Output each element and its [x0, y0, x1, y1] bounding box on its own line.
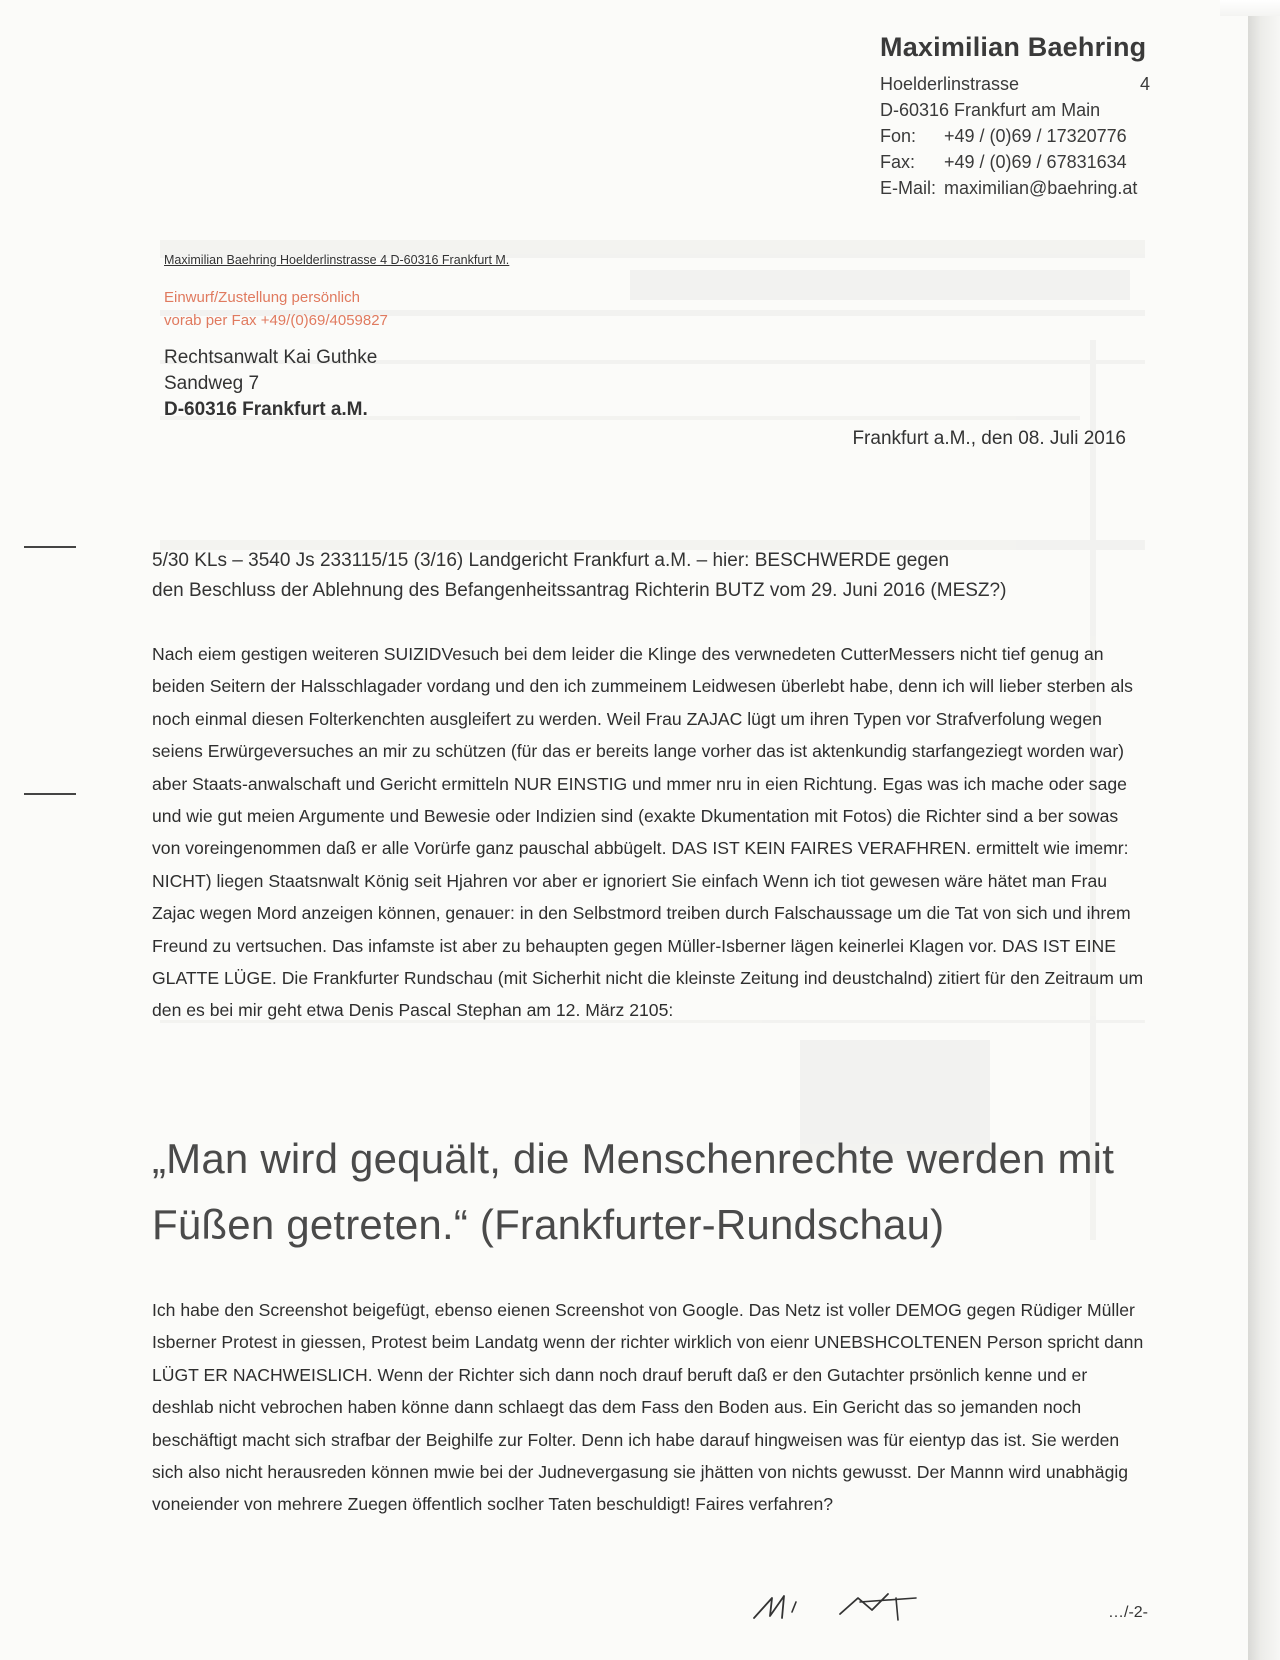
fax-label: Fax:	[880, 152, 916, 172]
sender-city: D-60316 Frankfurt am Main	[880, 100, 1101, 120]
fold-mark-middle	[24, 793, 76, 795]
sender-email-row	[880, 175, 1150, 201]
block-quote: „Man wird gequält, die Menschenrechte werden mit Füßen getreten.“ (Frankfurter-Rundschau)	[152, 1135, 1115, 1248]
body-paragraph-2-text: Ich habe den Screenshot beigefügt, ebenso eienen Screenshot von Google. Das Netz ist voller DEMOG gegen Rüdiger Müller Isberner Protest in giessen, Protest beim Landatg wenn der richter wirklich von eienr UNEBSHCOLTENEN Person spricht dann LÜGT ER NACHWEISLICH. Wenn der Richter sich dann noch drauf beruft daß er den Gutachter prsönlich kenne und er deshlab nicht vebrochen haben könne dann schlaegt das dem Fass den Boden aus. Ein Gericht das so jemanden noch beschäftigt macht sich strafbar der Beighilfe zur Folter. Denn ich habe darauf hingweisen was für eientyp das ist. Sie werden sich also nicht herausreden können mwie bei der Judnevergasung sie jhätten von nichts gewusst. Der Mannn wird unabhägig voneiender von mehrere Zuegen öffentlich soclher Taten beschuldigt! Faires verfahren?	[152, 1300, 1144, 1515]
fold-mark-top	[24, 546, 76, 548]
page-continuation-marker: …/-2-	[1108, 1604, 1148, 1621]
subject-line-1: 5/30 KLs – 3540 Js 233115/15 (3/16) Landgericht Frankfurt a.M. – hier: BESCHWERDE gegen	[152, 550, 950, 571]
handwritten-signature	[748, 1572, 988, 1632]
recipient-name: Rechtsanwalt Kai Guthke	[164, 347, 378, 368]
subject-line-2: den Beschluss der Ablehnung des Befangenheitssantrag Richterin BUTZ vom 29. Juni 2016 (MESZ?)	[152, 580, 1007, 601]
letterhead	[880, 32, 1150, 201]
sender-house-number: 4	[1139, 74, 1150, 94]
sender-fax-row	[880, 149, 1150, 175]
page-corner	[1220, 0, 1280, 16]
recipient-address	[164, 345, 377, 423]
email-label: E-Mail:	[880, 178, 937, 198]
delivery-note	[164, 286, 388, 332]
sender-street: Hoelderlinstrasse	[880, 74, 1020, 94]
date-line: Frankfurt a.M., den 08. Juli 2016	[852, 428, 1126, 449]
phone-label: Fon:	[880, 126, 917, 146]
email-address: maximilian@baehring.at	[944, 178, 1138, 198]
body-paragraph-1	[152, 638, 1150, 1027]
recipient-city: D-60316 Frankfurt a.M.	[164, 399, 368, 420]
fax-number: +49 / (0)69 / 67831634	[944, 152, 1127, 172]
sender-street-row	[880, 71, 1150, 97]
sender-name: Maximilian Baehring	[880, 32, 1147, 62]
phone-number: +49 / (0)69 / 17320776	[944, 126, 1127, 146]
recipient-street: Sandweg 7	[164, 373, 260, 394]
sender-phone-row	[880, 123, 1150, 149]
body-paragraph-1-text: Nach eiem gestigen weiteren SUIZIDVesuch bei dem leider die Klinge des verwnedeten CutterMessers nicht tief genug an beiden Seitern der Halsschlagader vordang und den ich zummeinem Leidwesen überlebt habe, denn ich will lieber sterben als noch einmal diesen Folterkenchten ausgleifert zu werden. Weil Frau ZAJAC lügt um ihren Typen vor Strafverfolung wegen seiens Erwürgeversuches an mir zu schützen (für das er bereits lange vorher das ist aktenkundig starfangeziegt worden war) aber Staats-anwalschaft und Gericht ermitteln NUR EINSTIG und mmer nru in eien Richtung. Egas was ich mache oder sage und wie gut meien Argumente und Bewesie oder Indizien sind (exakte Dkumentation mit Fotos) die Richter sind a ber sowas von voreingenommen daß er alle Vorürfe ganz pauschal abbügelt. DAS IST KEIN FAIRES VERAFHREN. ermittelt wie imemr: NICHT) liegen Staatsnwalt König seit Hjahren vor aber er ignoriert Sie einfach Wenn ich tiot gewesen wäre hätet man Frau Zajac wegen Mord anzeigen können, genauer: in den Selbstmord treiben durch Falschaussage um die Tat von sich und ihrem Freund zu vertsuchen. Das infamste ist aber zu behaupten gegen Müller-Isberner lägen keinerlei Klagen vor. DAS IST EINE GLATTE LÜGE. Die Frankfurter Rundschau (mit Sicherhit nicht die kleinste Zeitung ind deustchalnd) zitiert für den Zeitraum um den es bei mir geht etwa Denis Pascal Stephan am 12. März 2105:	[152, 644, 1144, 1021]
subject-line	[152, 546, 1102, 606]
delivery-note-line-1: Einwurf/Zustellung persönlich	[164, 289, 360, 306]
return-address-line: Maximilian Baehring Hoelderlinstrasse 4 D-60316 Frankfurt M.	[164, 253, 510, 267]
page-edge	[1248, 0, 1280, 1660]
body-paragraph-2	[152, 1294, 1150, 1521]
delivery-note-line-2: vorab per Fax +49/(0)69/4059827	[164, 312, 388, 329]
